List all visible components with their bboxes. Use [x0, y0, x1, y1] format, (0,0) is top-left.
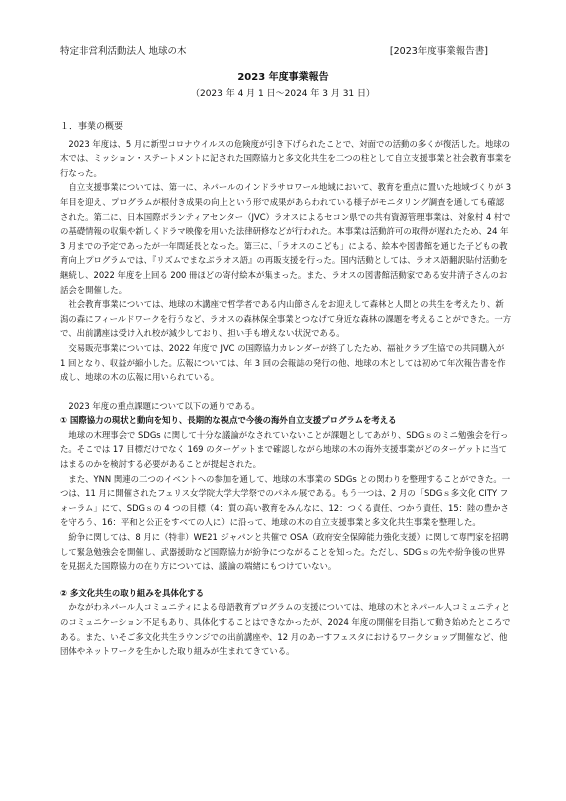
paragraph: かながわネパール人コミュニティによる母語教育プログラムの支援については、地球の木とネパール人コミュニティとのコミュニケーション不足もあり、具体化することはできなかったが、2024 年度の開催を目指して動き始めたところである。また、いそご多文化共生ラウンジでの出前講座や、12 月のあーすフェスタにおけるワークショップ開催など、他団体やネットワークを生かした取り組みが生まれてきている。: [60, 602, 511, 657]
report-title: 2023 年度事業報告: [237, 72, 329, 83]
section-title: １．事業の概要: [60, 122, 124, 132]
report-period: （2023 年 4 月 1 日～2024 年 3 月 31 日）: [190, 89, 376, 99]
paragraph: 紛争に関しては、8 月に（特非）WE21 ジャパンと共催で OSA（政府安全保障能力強化支援）に関して専門家を招聘して緊急勉強会を開催し、武器援助など国際協力が紛争につながることを知った。ただし、SDGｓの先や紛争後の世界を見据えた国際協力の在り方については、議論の端緒にもつけていない。: [60, 532, 509, 572]
paragraph: 交易販売事業については、2022 年度で JVC の国際協力カレンダーが終了したため、福祉クラブ生協での共同購入が 1 回となり、収益が縮小した。広報については、年 3 回の会報誌の発行の他、地球の木としては初めて年次報告書を作成し、地球の木の広報に用いられている。: [60, 342, 506, 383]
paragraph: また、YNN 関連の二つのイベントへの参加を通して、地球の木事業の SDGs との関わりを整理することができた。一つは、11 月に開催されたフェリス女学院大学大学祭でのパネル展である。もう一つは、2 月の「SDGｓ多文化 CITY フォーラム」にて、SDGｓの 4 つの目標（4：質の高い教育をみんなに、12：つくる責任、つかう責任、15：陸の豊かさを守ろう、16：平和と公正をすべての人に）に沿って、地球の木の自立支援事業と多文化共生事業を整理した。: [60, 473, 511, 528]
paragraph: 2023 年度は、5 月に新型コロナウイルスの危険度が引き下げられたことで、対面での活動の多くが復活した。地球の木では、ミッション・ステートメントに記された国際協力と多文化共生を二つの柱として自立支援事業と社会教育事業を行なった。: [60, 138, 512, 178]
spacer: [60, 385, 512, 399]
priority-intro: 2023 年度の重点課題について以下の通りである。: [68, 400, 260, 411]
priority-heading-1: ① 国際協力の現状と動向を知り、長期的な視点で今後の海外自立支援プログラムを考える: [60, 415, 397, 426]
paragraph: 自立支援事業については、第一に、ネパールのインドラサロワール地域において、教育を重点に置いた地域づくりが 3 年目を迎え、プログラムが根付き成果の向上という形で成果があらわれている様子がモニタリング調査を通しても確認された。第二に、日本国際ボランティアセンター（JVC）ラオスによるセコン県での共有資源管理事業は、対象村 4 村での基礎情報の収集や新しくドラマ映像を用いた法律研修などが行われた。本事業は活動許可の取得が遅れたため、24 年 3 月までの予定であったが一年間延長となった。第三に、「ラオスのこども」による、絵本や図書館を通じた子どもの教育向上プログラムでは、『リズムでまなぶラオス語』の再販支援を行った。国内活動としては、ラオス語翻訳貼付活動を継続し、2022 年度を上回る 200 冊ほどの寄付絵本が集まった。また、ラオスの図書館活動家である安井清子さんのお話会を開催した。: [60, 182, 512, 295]
priority-heading-2: ② 多文化共生の取り組みを具体化する: [60, 587, 205, 598]
paragraph: 社会教育事業については、地球の木講座で哲学者である内山節さんをお迎えして森林と人間との共生を考えたり、新潟の森にフィールドワークを行うなど、ラオスの森林保全事業とつなげて身近な森林の課題を考えることができた。一方で、出前講座は受け入れ校が減少しており、担い手も増えない状況である。: [60, 299, 512, 339]
report-body: [60, 120, 512, 659]
paragraph: 地球の木理事会で SDGs に関して十分な議論がなされていないことが課題としてあがり、SDGｓのミニ勉強会を行った。そこでは 17 目標だけでなく 169 のターゲットまで確認しながら地球の木の海外支援事業がどのターゲットに当てはまるのかを検討する必要があることが提起された。: [60, 429, 509, 470]
document-type-label: [2023年度事業報告書]: [389, 46, 488, 57]
organization-name: 特定非営利活動法人 地球の木: [60, 46, 187, 57]
